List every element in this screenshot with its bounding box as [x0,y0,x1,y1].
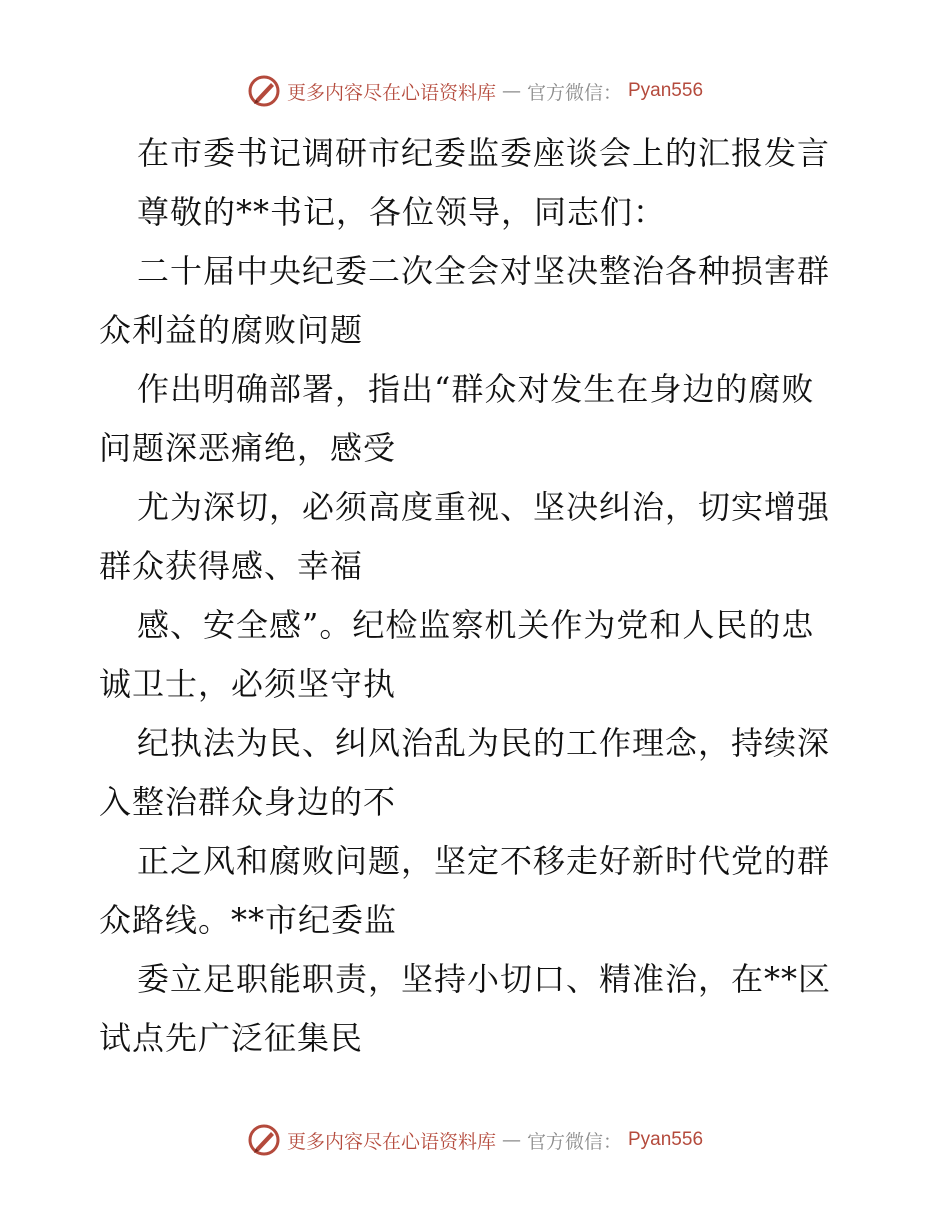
banner-text: 更多内容尽在心语资料库 [286,1130,496,1153]
quill-pen-logo-icon [247,1123,281,1157]
banner-wechat-id: Pyan556 [628,80,704,101]
salutation: 尊敬的**书记，各位领导，同志们： [137,193,667,231]
paragraph-line: 纪执法为民、纠风治乱为民的工作理念，持续深 [137,724,831,762]
footer-banner [0,1120,950,1160]
paragraph-line: 问题深恶痛绝，感受 [99,429,397,467]
paragraph-line: 尤为深切，必须高度重视、坚决纠治，切实增强 [137,488,831,526]
banner-wechat-id: Pyan556 [628,1129,704,1150]
banner-separator: — [501,1129,521,1151]
paragraph-line: 众利益的腐败问题 [99,311,364,349]
paragraph-line: 二十届中央纪委二次全会对坚决整治各种损害群 [137,252,831,290]
paragraph-line: 诚卫士，必须坚守执 [99,665,397,703]
quill-pen-logo-icon [247,74,281,108]
banner-text: 更多内容尽在心语资料库 [286,81,496,104]
paragraph-line: 作出明确部署，指出“群众对发生在身边的腐败 [137,370,815,408]
paragraph-line: 入整治群众身边的不 [99,783,397,821]
banner-wechat-label: 官方微信： [526,81,622,104]
paragraph-line: 正之风和腐败问题，坚定不移走好新时代党的群 [137,842,831,880]
banner-separator: — [501,80,521,102]
paragraph-line: 试点先广泛征集民 [99,1019,364,1057]
paragraph-line: 群众获得感、幸福 [99,547,364,585]
header-banner [0,71,950,111]
paragraph-line: 众路线。**市纪委监 [99,901,398,939]
banner-wechat-label: 官方微信： [526,1130,622,1153]
paragraph-line: 委立足职能职责，坚持小切口、精准治，在**区 [137,960,832,998]
document-body [99,124,859,1068]
paragraph-line: 感、安全感”。纪检监察机关作为党和人民的忠 [137,606,815,644]
document-title: 在市委书记调研市纪委监委座谈会上的汇报发言 [137,134,831,172]
